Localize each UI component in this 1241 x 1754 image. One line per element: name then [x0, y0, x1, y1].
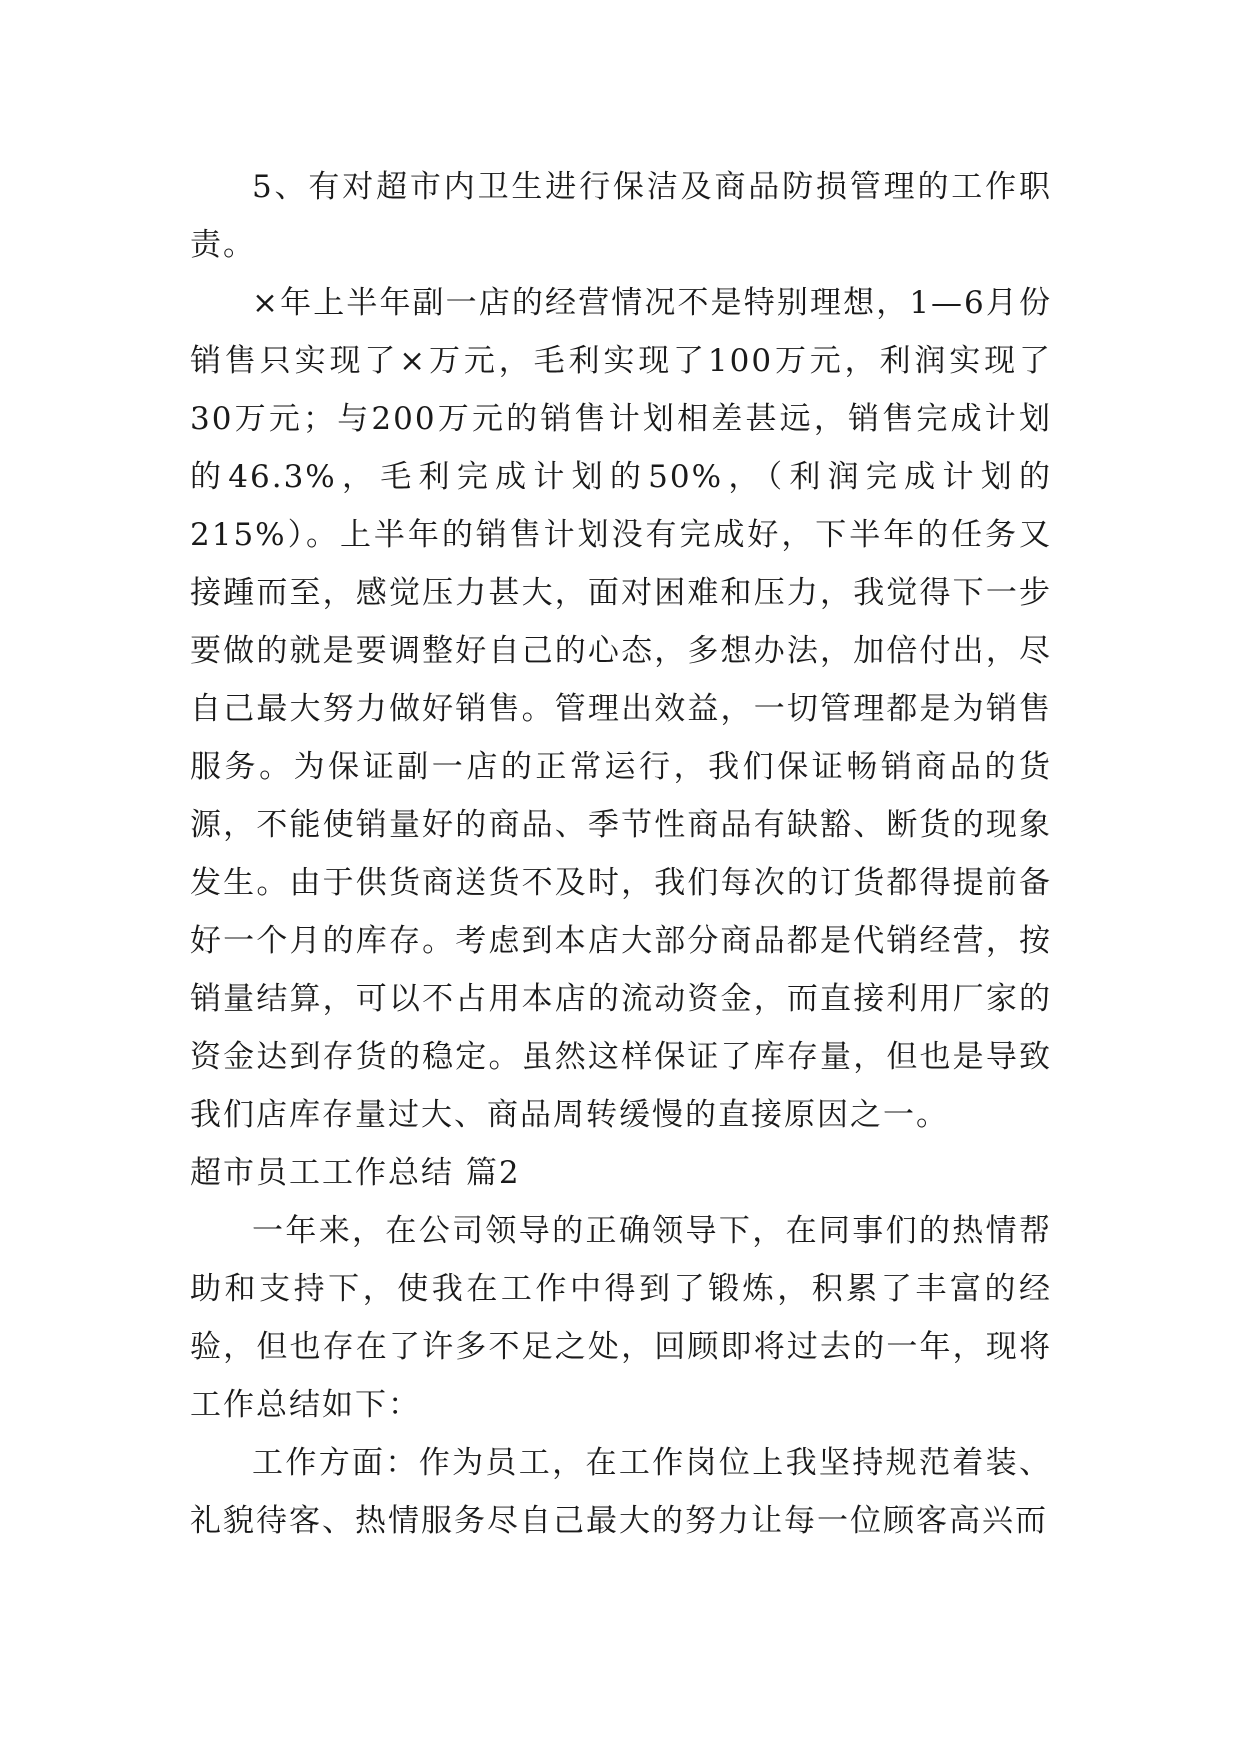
paragraph-work-aspect: 工作方面：作为员工，在工作岗位上我坚持规范着装、礼貌待客、热情服务尽自己最大的努力让每一位顾客高兴而: [190, 1445, 1052, 1539]
document-body: [190, 158, 1052, 1550]
section-heading: 超市员工工作总结 篇2: [190, 1155, 521, 1191]
paragraph-sales-review: ×年上半年副一店的经营情况不是特别理想，1—6月份销售只实现了×万元，毛利实现了100万元，利润实现了30万元；与200万元的销售计划相差甚远，销售完成计划的46.3%，毛利完成计划的50%，（利润完成计划的215%）。上半年的销售计划没有完成好，下半年的任务又接踵而至，感觉压力甚大，面对困难和压力，我觉得下一步要做的就是要调整好自己的心态，多想办法，加倍付出，尽自己最大努力做好销售。管理出效益，一切管理都是为销售服务。为保证副一店的正常运行，我们保证畅销商品的货源，不能使销量好的商品、季节性商品有缺豁、断货的现象发生。由于供货商送货不及时，我们每次的订货都得提前备好一个月的库存。考虑到本店大部分商品都是代销经营，按销量结算，可以不占用本店的流动资金，而直接利用厂家的资金达到存货的稳定。虽然这样保证了库存量，但也是导致我们店库存量过大、商品周转缓慢的直接原因之一。: [190, 285, 1052, 1133]
paragraph-intro: 一年来，在公司领导的正确领导下，在同事们的热情帮助和支持下，使我在工作中得到了锻炼，积累了丰富的经验，但也存在了许多不足之处，回顾即将过去的一年，现将工作总结如下：: [190, 1213, 1052, 1423]
paragraph-duty-5: 5、有对超市内卫生进行保洁及商品防损管理的工作职责。: [190, 169, 1052, 263]
